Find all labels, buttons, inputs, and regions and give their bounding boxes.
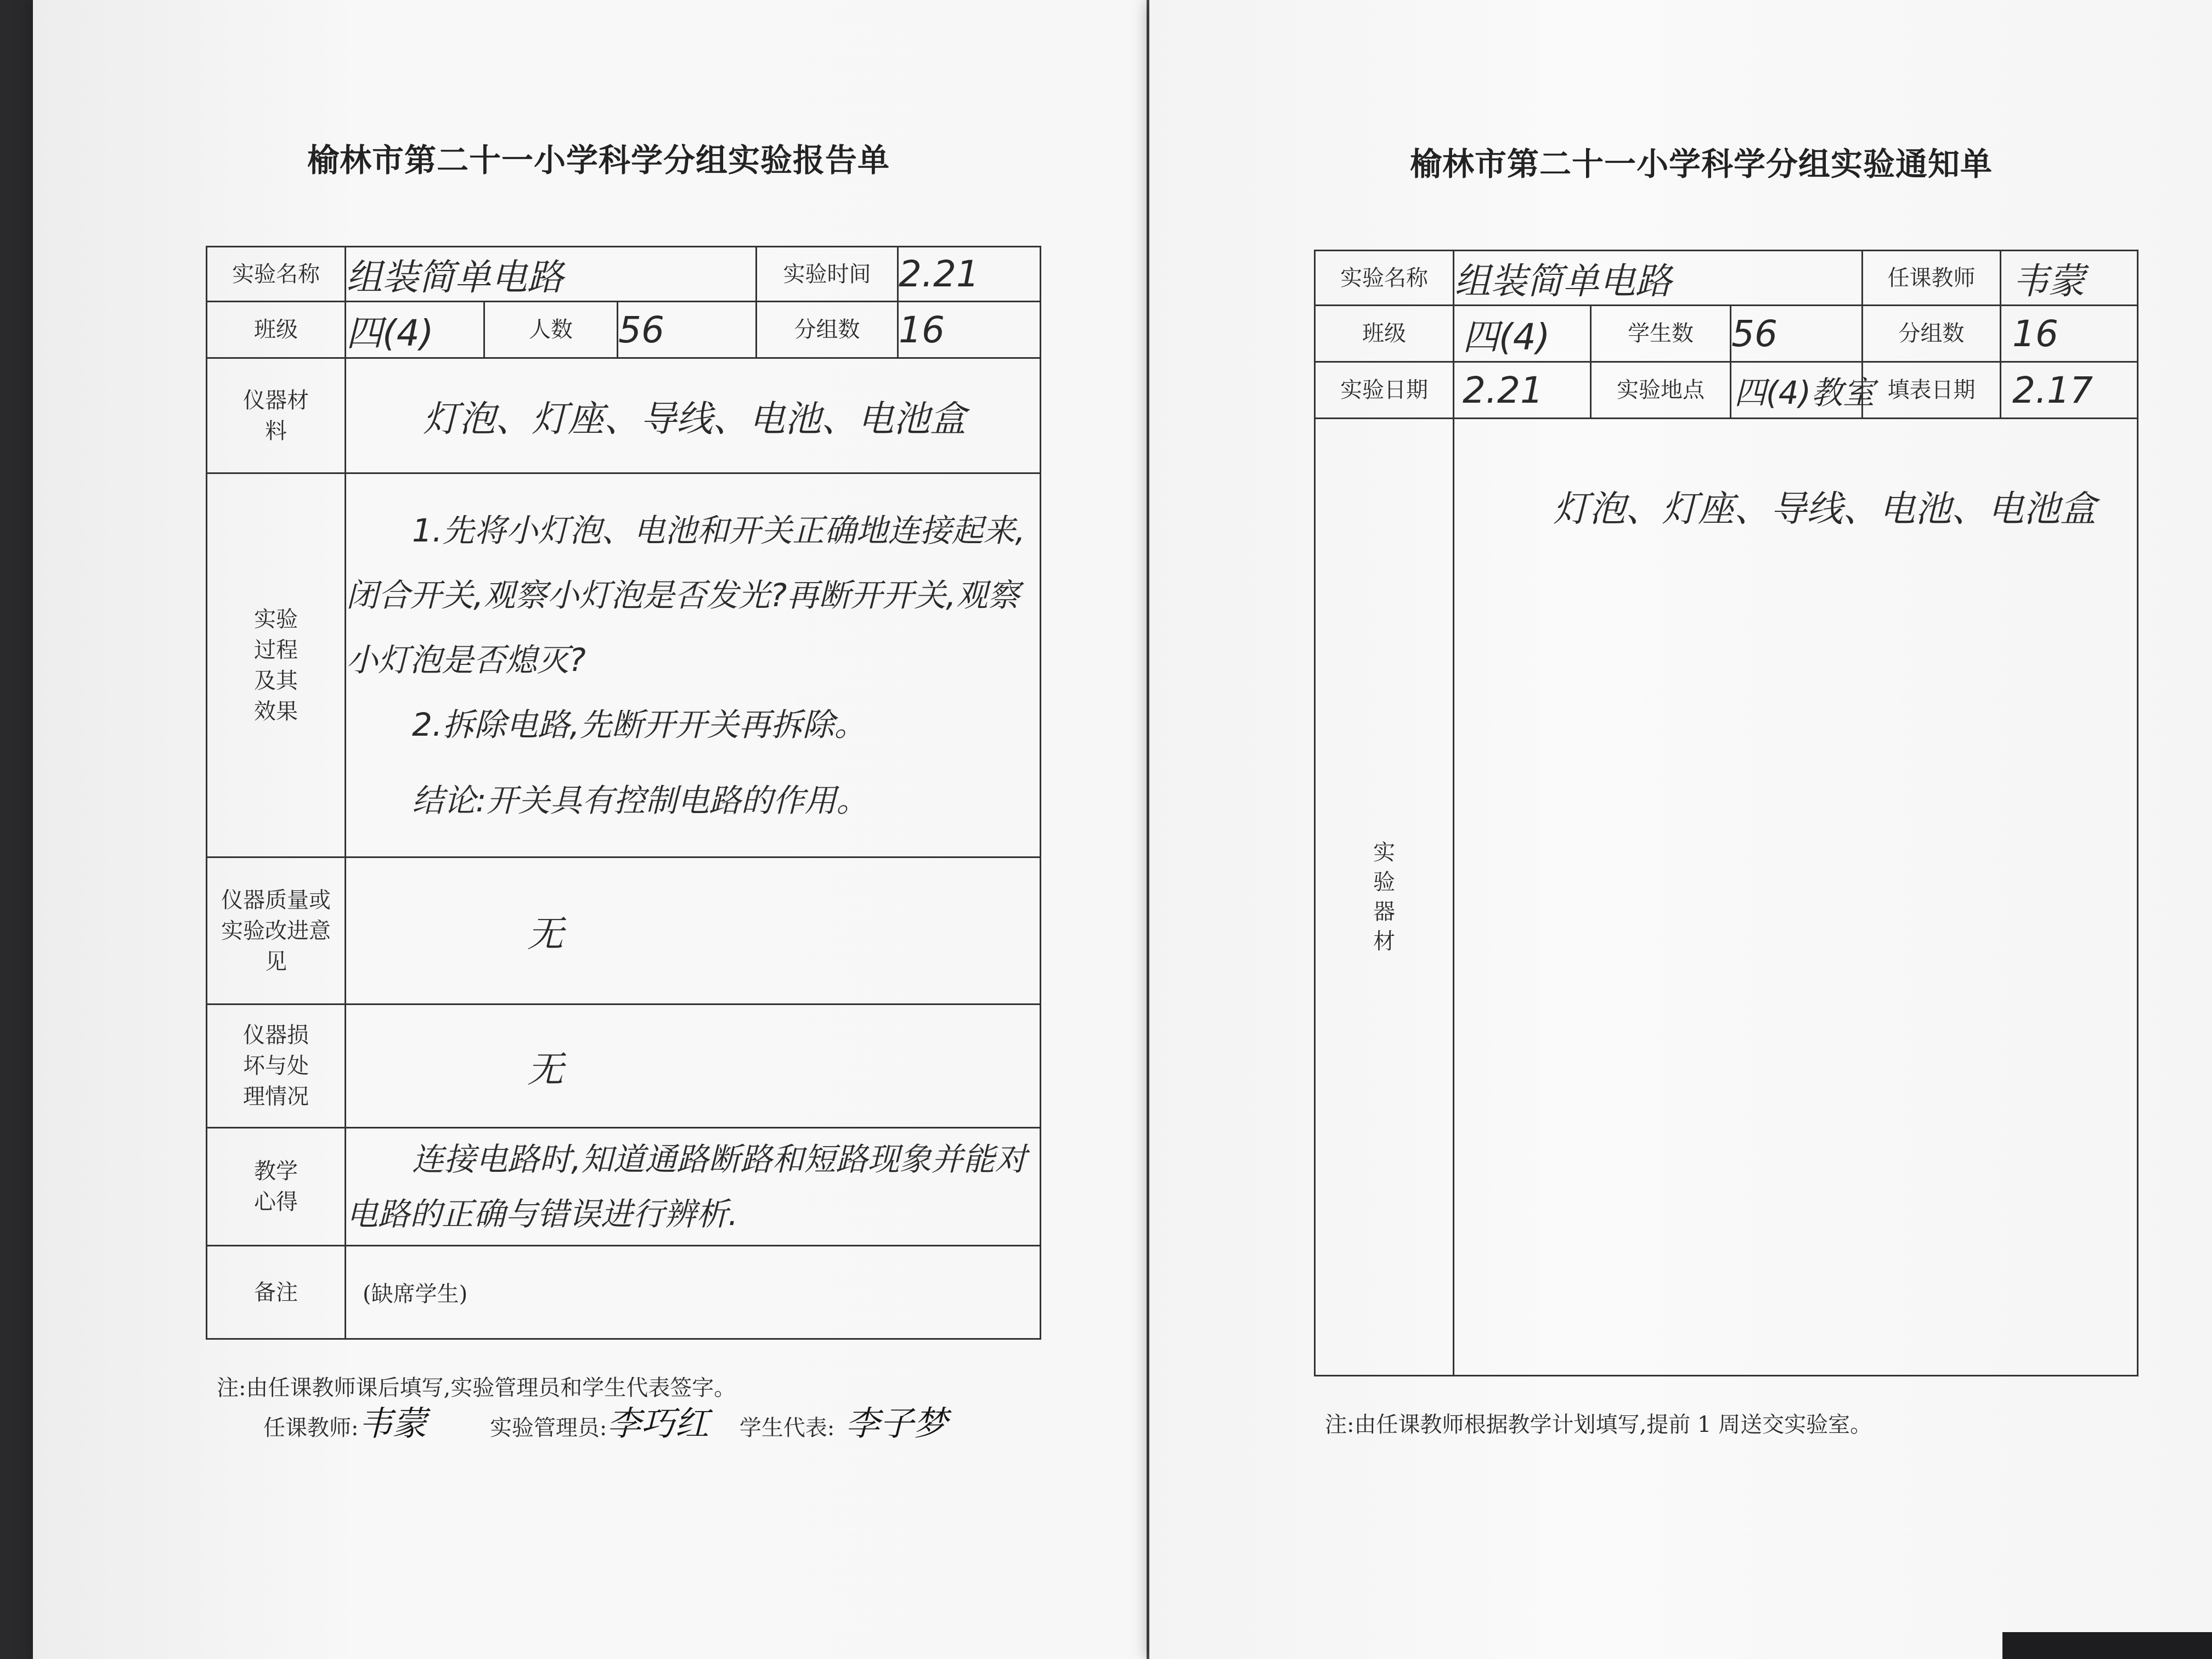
report-table [206,246,1041,1340]
report-title: 榆林市第二十一小学科学分组实验报告单 [307,142,890,179]
notice-label-class: 班级 [1315,306,1454,362]
notice-value-equipment: 灯泡、灯座、导线、电池、电池盒 [1454,419,2138,1376]
class-people-cell [346,302,484,358]
label-quality: 仪器质量或实验改进意见 [207,857,346,1005]
label-people: 人数 [485,302,618,357]
label-insight: 教学心得 [207,1128,346,1246]
notice-table [1314,250,2138,1376]
value-materials: 灯泡、灯座、导线、电池、电池盒 [346,358,1041,473]
label-class: 班级 [207,302,346,358]
report-sheet [33,0,1147,1659]
notice-label-groups: 分组数 [1863,306,2001,362]
notice-sheet [1149,0,2212,1659]
notice-value-students: 56 [1731,306,1863,362]
value-experiment-name: 组装简单电路 [346,247,757,302]
notice-label-date: 实验日期 [1315,362,1454,419]
notice-value-name: 组装简单电路 [1454,251,1863,306]
notice-value-teacher: 韦蒙 [2001,251,2138,306]
notice-label-equipment: 实验器材 [1315,419,1454,1376]
notice-label-students: 学生数 [1591,306,1731,362]
process-step-1: 1.先将小灯泡、电池和开关正确地连接起来,闭合开关,观察小灯泡是否发光?再断开开关,观察小灯泡是否熄灭? [346,511,1025,679]
notice-value-groups: 16 [2001,306,2138,362]
value-people: 56 [618,308,664,351]
report-note: 注:由任课教师课后填写,实验管理员和学生代表签字。 [217,1375,736,1401]
label-process: 实验过程及其效果 [207,473,346,857]
label-remarks: 备注 [207,1246,346,1339]
desk-corner [2002,1632,2212,1659]
value-groups: 16 [898,302,1041,358]
insight-text: 连接电路时,知道通路断路和短路现象并能对电路的正确与错误进行辨析. [346,1141,1027,1233]
teacher-sign-label: 任课教师: [263,1415,359,1441]
admin-signature: 李巧红 [607,1403,709,1443]
teacher-signature: 韦蒙 [358,1403,427,1443]
label-experiment-time: 实验时间 [757,247,898,302]
notice-label-teacher: 任课教师 [1863,251,2001,306]
people-cell [484,302,757,358]
label-damage: 仪器损坏与处理情况 [207,1005,346,1128]
student-sign-label: 学生代表: [739,1415,835,1441]
notice-value-date: 2.21 [1454,362,1591,419]
notice-title: 榆林市第二十一小学科学分组实验通知单 [1410,145,1993,183]
process-step-2: 2.拆除电路,先断开开关再拆除。 [412,706,866,743]
notice-note: 注:由任课教师根据教学计划填写,提前 1 周送交实验室。 [1325,1412,1872,1437]
notice-label-fill-date: 填表日期 [1863,362,2001,419]
value-class: 四(4) [346,312,434,354]
value-insight [346,1128,1041,1246]
value-damage: 无 [346,1005,1041,1128]
label-experiment-name: 实验名称 [207,247,346,302]
admin-sign-label: 实验管理员: [489,1415,607,1441]
value-remarks: (缺席学生) [346,1246,1041,1339]
student-signature: 李子梦 [845,1403,948,1443]
value-experiment-time: 2.21 [898,247,1041,302]
process-block [346,473,1041,857]
notice-value-fill-date: 2.17 [2001,362,2138,419]
notice-value-place: 四(4)教室 [1731,362,1863,419]
label-materials: 仪器材料 [207,358,346,473]
value-quality: 无 [346,857,1041,1005]
process-conclusion: 结论:开关具有控制电路的作用。 [412,781,868,819]
notice-value-class: 四(4) [1454,306,1591,362]
notice-label-place: 实验地点 [1591,362,1731,419]
signature-line [263,1396,947,1445]
notice-label-name: 实验名称 [1315,251,1454,306]
label-groups: 分组数 [757,302,898,358]
